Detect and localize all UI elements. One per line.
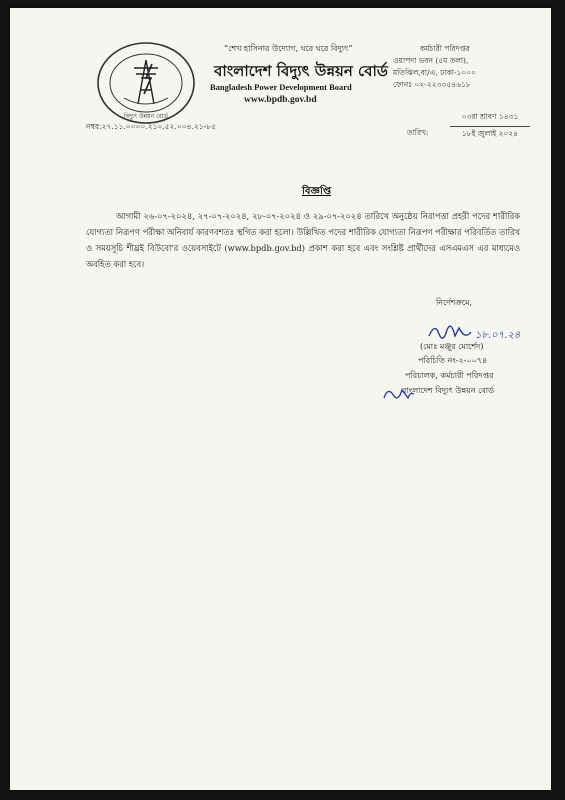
signatory-id: পরিচিতি নং-২-০০৭৪ <box>418 356 488 365</box>
closing-text: নির্দেশক্রমে, <box>436 298 473 307</box>
org-name-english: Bangladesh Power Development Board <box>210 82 352 92</box>
address-line-4: ফোনঃ ০২-২২৩৩৫৪৬১৮ <box>393 80 471 89</box>
address-line-1: কর্মচারী পরিদপ্তর <box>420 44 470 53</box>
date-block <box>450 112 530 141</box>
bpdb-logo <box>94 38 198 128</box>
address-line-3: মতিঝিল,বা/এ, ঢাকা-১০০০ <box>393 68 476 77</box>
org-website: www.bpdb.gov.bd <box>244 95 317 105</box>
signatory-name: (মোঃ মঞ্জুর মোর্শেদ) <box>420 342 484 351</box>
date-divider <box>450 126 530 127</box>
memo-number: নম্বর:২৭.১১.০০০০.২১০.৫২.০০৪.২১-৮৫ <box>86 122 217 131</box>
org-name-bangla: বাংলাদেশ বিদ্যুৎ উন্নয়ন বোর্ড <box>214 62 388 80</box>
notice-body: আগামী ২৬-০৭-২০২৪, ২৭-০৭-২০২৪, ২৮-০৭-২০২৪ ও ২৯-০৭-২০২৪ তারিখে অনুষ্ঠেয় নিরাপত্তা প্রহরী পদের শারীরিক যোগ্যতা নিরূপণ পরীক্ষা অনিবার্য কারণবশতঃ স্থগিত করা হলো। উল্লিখিত পদের শারীরিক যোগ্যতা নিরূপণ পরীক্ষার পরিবর্তিত তারিখ ও সময়সূচি শীঘ্রই বিউবো'র ওয়েবসাইটে (www.bpdb.gov.bd) প্রকাশ করা হবে এবং সংশ্লিষ্ট প্রার্থীদের এসএমএস এর মাধ্যমেও অবহিত করা হবে। <box>86 211 520 269</box>
address-line-2: ওয়াপদা ভবন (৫ম তলা), <box>393 56 469 65</box>
signatory-designation: পরিচালক, কর্মচারী পরিদপ্তর <box>405 371 494 380</box>
svg-text:বিদ্যুৎ উন্নয়ন বোর্ড: বিদ্যুৎ উন্নয়ন বোর্ড <box>123 113 169 120</box>
date-label: তারিখ: <box>407 128 429 137</box>
date-bangla: ০৩রা শ্রাবণ ১৪৩১ <box>461 112 519 121</box>
signatory-organization: বাংলাদেশ বিদ্যুৎ উন্নয়ন বোর্ড <box>402 386 495 395</box>
date-english: ১৮ই জুলাই ২০২৪ <box>461 129 519 138</box>
svg-text:১৮.০৭.২৪: ১৮.০৭.২৪ <box>475 330 521 341</box>
slogan: “শেখ হাসিনার উদ্যোগ, ঘরে ঘরে বিদ্যুৎ” <box>224 44 353 53</box>
notice-title: বিজ্ঞপ্তি <box>302 186 332 197</box>
